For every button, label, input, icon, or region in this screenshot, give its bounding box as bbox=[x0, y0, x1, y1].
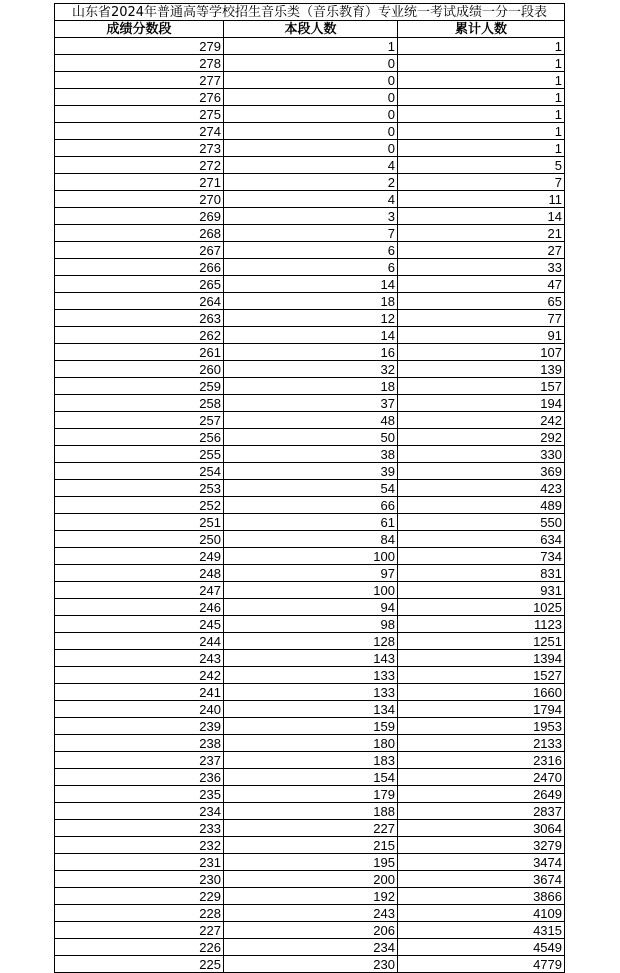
table-row bbox=[55, 956, 565, 973]
score-cell: 228 bbox=[55, 905, 224, 922]
cumulative-count-cell: 3866 bbox=[398, 888, 565, 905]
table-row bbox=[55, 293, 565, 310]
cumulative-count-cell: 3674 bbox=[398, 871, 565, 888]
table-row bbox=[55, 752, 565, 769]
table-row bbox=[55, 531, 565, 548]
segment-count-cell: 206 bbox=[224, 922, 398, 939]
cumulative-count-cell: 1 bbox=[398, 72, 565, 89]
score-cell: 263 bbox=[55, 310, 224, 327]
cumulative-count-cell: 4779 bbox=[398, 956, 565, 973]
cumulative-count-cell: 1251 bbox=[398, 633, 565, 650]
cumulative-count-cell: 27 bbox=[398, 242, 565, 259]
cumulative-count-cell: 2470 bbox=[398, 769, 565, 786]
table-row bbox=[55, 497, 565, 514]
table-row bbox=[55, 55, 565, 72]
score-cell: 241 bbox=[55, 684, 224, 701]
segment-count-cell: 215 bbox=[224, 837, 398, 854]
score-cell: 265 bbox=[55, 276, 224, 293]
score-cell: 269 bbox=[55, 208, 224, 225]
segment-count-cell: 183 bbox=[224, 752, 398, 769]
segment-count-cell: 143 bbox=[224, 650, 398, 667]
score-cell: 278 bbox=[55, 55, 224, 72]
segment-count-cell: 4 bbox=[224, 157, 398, 174]
segment-count-cell: 84 bbox=[224, 531, 398, 548]
cumulative-count-cell: 634 bbox=[398, 531, 565, 548]
table-row bbox=[55, 429, 565, 446]
cumulative-count-cell: 47 bbox=[398, 276, 565, 293]
cumulative-count-cell: 292 bbox=[398, 429, 565, 446]
segment-count-cell: 159 bbox=[224, 718, 398, 735]
table-row bbox=[55, 174, 565, 191]
score-cell: 229 bbox=[55, 888, 224, 905]
cumulative-count-cell: 242 bbox=[398, 412, 565, 429]
table-row bbox=[55, 786, 565, 803]
segment-count-cell: 0 bbox=[224, 89, 398, 106]
table-row bbox=[55, 310, 565, 327]
segment-count-cell: 39 bbox=[224, 463, 398, 480]
segment-count-cell: 0 bbox=[224, 140, 398, 157]
score-cell: 225 bbox=[55, 956, 224, 973]
cumulative-count-cell: 91 bbox=[398, 327, 565, 344]
segment-count-cell: 0 bbox=[224, 106, 398, 123]
segment-count-cell: 3 bbox=[224, 208, 398, 225]
table-row bbox=[55, 225, 565, 242]
score-cell: 231 bbox=[55, 854, 224, 871]
cumulative-count-cell: 1025 bbox=[398, 599, 565, 616]
cumulative-count-cell: 1 bbox=[398, 38, 565, 55]
cumulative-count-cell: 4549 bbox=[398, 939, 565, 956]
segment-count-cell: 0 bbox=[224, 55, 398, 72]
table-row bbox=[55, 735, 565, 752]
cumulative-count-cell: 831 bbox=[398, 565, 565, 582]
score-cell: 274 bbox=[55, 123, 224, 140]
table-row bbox=[55, 684, 565, 701]
segment-count-cell: 200 bbox=[224, 871, 398, 888]
table-row bbox=[55, 327, 565, 344]
segment-count-cell: 6 bbox=[224, 242, 398, 259]
segment-count-cell: 180 bbox=[224, 735, 398, 752]
table-row bbox=[55, 412, 565, 429]
segment-count-cell: 7 bbox=[224, 225, 398, 242]
score-cell: 255 bbox=[55, 446, 224, 463]
segment-count-cell: 54 bbox=[224, 480, 398, 497]
cumulative-count-cell: 1 bbox=[398, 106, 565, 123]
segment-count-cell: 37 bbox=[224, 395, 398, 412]
score-cell: 232 bbox=[55, 837, 224, 854]
table-row bbox=[55, 854, 565, 871]
cumulative-count-cell: 2649 bbox=[398, 786, 565, 803]
table-row bbox=[55, 803, 565, 820]
score-cell: 240 bbox=[55, 701, 224, 718]
segment-count-cell: 234 bbox=[224, 939, 398, 956]
score-cell: 257 bbox=[55, 412, 224, 429]
cumulative-count-cell: 1 bbox=[398, 89, 565, 106]
score-cell: 254 bbox=[55, 463, 224, 480]
table-row bbox=[55, 633, 565, 650]
segment-count-cell: 1 bbox=[224, 38, 398, 55]
score-cell: 253 bbox=[55, 480, 224, 497]
cumulative-count-cell: 21 bbox=[398, 225, 565, 242]
cumulative-count-cell: 1660 bbox=[398, 684, 565, 701]
segment-count-cell: 192 bbox=[224, 888, 398, 905]
table-row bbox=[55, 718, 565, 735]
segment-count-cell: 14 bbox=[224, 276, 398, 293]
cumulative-count-cell: 1123 bbox=[398, 616, 565, 633]
score-cell: 270 bbox=[55, 191, 224, 208]
column-header-segment-count: 本段人数 bbox=[224, 21, 398, 38]
score-cell: 242 bbox=[55, 667, 224, 684]
cumulative-count-cell: 3474 bbox=[398, 854, 565, 871]
cumulative-count-cell: 734 bbox=[398, 548, 565, 565]
segment-count-cell: 32 bbox=[224, 361, 398, 378]
score-cell: 238 bbox=[55, 735, 224, 752]
cumulative-count-cell: 14 bbox=[398, 208, 565, 225]
table-row bbox=[55, 769, 565, 786]
score-cell: 279 bbox=[55, 38, 224, 55]
cumulative-count-cell: 3279 bbox=[398, 837, 565, 854]
segment-count-cell: 227 bbox=[224, 820, 398, 837]
segment-count-cell: 179 bbox=[224, 786, 398, 803]
score-cell: 256 bbox=[55, 429, 224, 446]
table-row bbox=[55, 344, 565, 361]
score-cell: 267 bbox=[55, 242, 224, 259]
table-row bbox=[55, 276, 565, 293]
score-cell: 245 bbox=[55, 616, 224, 633]
table-row bbox=[55, 582, 565, 599]
score-cell: 262 bbox=[55, 327, 224, 344]
table-row bbox=[55, 259, 565, 276]
cumulative-count-cell: 11 bbox=[398, 191, 565, 208]
segment-count-cell: 154 bbox=[224, 769, 398, 786]
cumulative-count-cell: 330 bbox=[398, 446, 565, 463]
score-cell: 273 bbox=[55, 140, 224, 157]
cumulative-count-cell: 33 bbox=[398, 259, 565, 276]
cumulative-count-cell: 77 bbox=[398, 310, 565, 327]
cumulative-count-cell: 7 bbox=[398, 174, 565, 191]
table-row bbox=[55, 820, 565, 837]
table-row bbox=[55, 157, 565, 174]
table-row bbox=[55, 208, 565, 225]
cumulative-count-cell: 1394 bbox=[398, 650, 565, 667]
segment-count-cell: 128 bbox=[224, 633, 398, 650]
cumulative-count-cell: 65 bbox=[398, 293, 565, 310]
table-row bbox=[55, 123, 565, 140]
table-row bbox=[55, 378, 565, 395]
segment-count-cell: 100 bbox=[224, 582, 398, 599]
score-cell: 235 bbox=[55, 786, 224, 803]
cumulative-count-cell: 1 bbox=[398, 55, 565, 72]
score-cell: 244 bbox=[55, 633, 224, 650]
cumulative-count-cell: 2133 bbox=[398, 735, 565, 752]
score-cell: 251 bbox=[55, 514, 224, 531]
segment-count-cell: 0 bbox=[224, 123, 398, 140]
score-cell: 268 bbox=[55, 225, 224, 242]
cumulative-count-cell: 931 bbox=[398, 582, 565, 599]
segment-count-cell: 97 bbox=[224, 565, 398, 582]
segment-count-cell: 61 bbox=[224, 514, 398, 531]
score-cell: 233 bbox=[55, 820, 224, 837]
cumulative-count-cell: 1527 bbox=[398, 667, 565, 684]
table-row bbox=[55, 242, 565, 259]
segment-count-cell: 18 bbox=[224, 293, 398, 310]
cumulative-count-cell: 194 bbox=[398, 395, 565, 412]
cumulative-count-cell: 139 bbox=[398, 361, 565, 378]
segment-count-cell: 2 bbox=[224, 174, 398, 191]
score-cell: 250 bbox=[55, 531, 224, 548]
column-header-cumulative-count: 累计人数 bbox=[398, 21, 565, 38]
segment-count-cell: 6 bbox=[224, 259, 398, 276]
table-body bbox=[55, 38, 565, 973]
table-row bbox=[55, 905, 565, 922]
score-distribution-table bbox=[54, 3, 565, 973]
table-row bbox=[55, 395, 565, 412]
table-row bbox=[55, 599, 565, 616]
segment-count-cell: 12 bbox=[224, 310, 398, 327]
segment-count-cell: 38 bbox=[224, 446, 398, 463]
table-row bbox=[55, 548, 565, 565]
cumulative-count-cell: 2837 bbox=[398, 803, 565, 820]
header-row bbox=[55, 21, 565, 38]
score-cell: 259 bbox=[55, 378, 224, 395]
score-cell: 275 bbox=[55, 106, 224, 123]
table-row bbox=[55, 140, 565, 157]
table-row bbox=[55, 38, 565, 55]
segment-count-cell: 48 bbox=[224, 412, 398, 429]
score-cell: 226 bbox=[55, 939, 224, 956]
score-cell: 266 bbox=[55, 259, 224, 276]
score-cell: 260 bbox=[55, 361, 224, 378]
segment-count-cell: 18 bbox=[224, 378, 398, 395]
table-row bbox=[55, 361, 565, 378]
table-row bbox=[55, 463, 565, 480]
segment-count-cell: 230 bbox=[224, 956, 398, 973]
segment-count-cell: 195 bbox=[224, 854, 398, 871]
cumulative-count-cell: 3064 bbox=[398, 820, 565, 837]
cumulative-count-cell: 4109 bbox=[398, 905, 565, 922]
score-cell: 227 bbox=[55, 922, 224, 939]
table-row bbox=[55, 565, 565, 582]
cumulative-count-cell: 423 bbox=[398, 480, 565, 497]
table-row bbox=[55, 650, 565, 667]
score-cell: 252 bbox=[55, 497, 224, 514]
segment-count-cell: 133 bbox=[224, 667, 398, 684]
segment-count-cell: 94 bbox=[224, 599, 398, 616]
cumulative-count-cell: 5 bbox=[398, 157, 565, 174]
table-row bbox=[55, 106, 565, 123]
table-row bbox=[55, 871, 565, 888]
table-row bbox=[55, 480, 565, 497]
score-cell: 271 bbox=[55, 174, 224, 191]
segment-count-cell: 133 bbox=[224, 684, 398, 701]
table-row bbox=[55, 701, 565, 718]
cumulative-count-cell: 1 bbox=[398, 123, 565, 140]
score-cell: 277 bbox=[55, 72, 224, 89]
segment-count-cell: 134 bbox=[224, 701, 398, 718]
cumulative-count-cell: 489 bbox=[398, 497, 565, 514]
cumulative-count-cell: 107 bbox=[398, 344, 565, 361]
score-cell: 258 bbox=[55, 395, 224, 412]
table-row bbox=[55, 922, 565, 939]
segment-count-cell: 16 bbox=[224, 344, 398, 361]
segment-count-cell: 66 bbox=[224, 497, 398, 514]
table-row bbox=[55, 514, 565, 531]
title-row bbox=[55, 4, 565, 21]
cumulative-count-cell: 1 bbox=[398, 140, 565, 157]
segment-count-cell: 0 bbox=[224, 72, 398, 89]
segment-count-cell: 100 bbox=[224, 548, 398, 565]
table-title: 山东省2024年普通高等学校招生音乐类（音乐教育）专业统一考试成绩一分一段表 bbox=[55, 4, 565, 21]
score-cell: 247 bbox=[55, 582, 224, 599]
cumulative-count-cell: 1794 bbox=[398, 701, 565, 718]
segment-count-cell: 188 bbox=[224, 803, 398, 820]
score-cell: 237 bbox=[55, 752, 224, 769]
cumulative-count-cell: 157 bbox=[398, 378, 565, 395]
segment-count-cell: 98 bbox=[224, 616, 398, 633]
table-row bbox=[55, 616, 565, 633]
cumulative-count-cell: 2316 bbox=[398, 752, 565, 769]
score-cell: 239 bbox=[55, 718, 224, 735]
table-row bbox=[55, 837, 565, 854]
segment-count-cell: 4 bbox=[224, 191, 398, 208]
cumulative-count-cell: 369 bbox=[398, 463, 565, 480]
table-row bbox=[55, 667, 565, 684]
table-row bbox=[55, 939, 565, 956]
table-row bbox=[55, 191, 565, 208]
cumulative-count-cell: 4315 bbox=[398, 922, 565, 939]
score-cell: 276 bbox=[55, 89, 224, 106]
column-header-score: 成绩分数段 bbox=[55, 21, 224, 38]
segment-count-cell: 243 bbox=[224, 905, 398, 922]
score-cell: 246 bbox=[55, 599, 224, 616]
score-cell: 249 bbox=[55, 548, 224, 565]
table-row bbox=[55, 72, 565, 89]
segment-count-cell: 14 bbox=[224, 327, 398, 344]
score-cell: 272 bbox=[55, 157, 224, 174]
table-row bbox=[55, 446, 565, 463]
score-cell: 264 bbox=[55, 293, 224, 310]
cumulative-count-cell: 1953 bbox=[398, 718, 565, 735]
score-cell: 230 bbox=[55, 871, 224, 888]
score-cell: 234 bbox=[55, 803, 224, 820]
score-cell: 248 bbox=[55, 565, 224, 582]
table-row bbox=[55, 89, 565, 106]
segment-count-cell: 50 bbox=[224, 429, 398, 446]
table-row bbox=[55, 888, 565, 905]
score-cell: 236 bbox=[55, 769, 224, 786]
score-cell: 261 bbox=[55, 344, 224, 361]
cumulative-count-cell: 550 bbox=[398, 514, 565, 531]
score-cell: 243 bbox=[55, 650, 224, 667]
